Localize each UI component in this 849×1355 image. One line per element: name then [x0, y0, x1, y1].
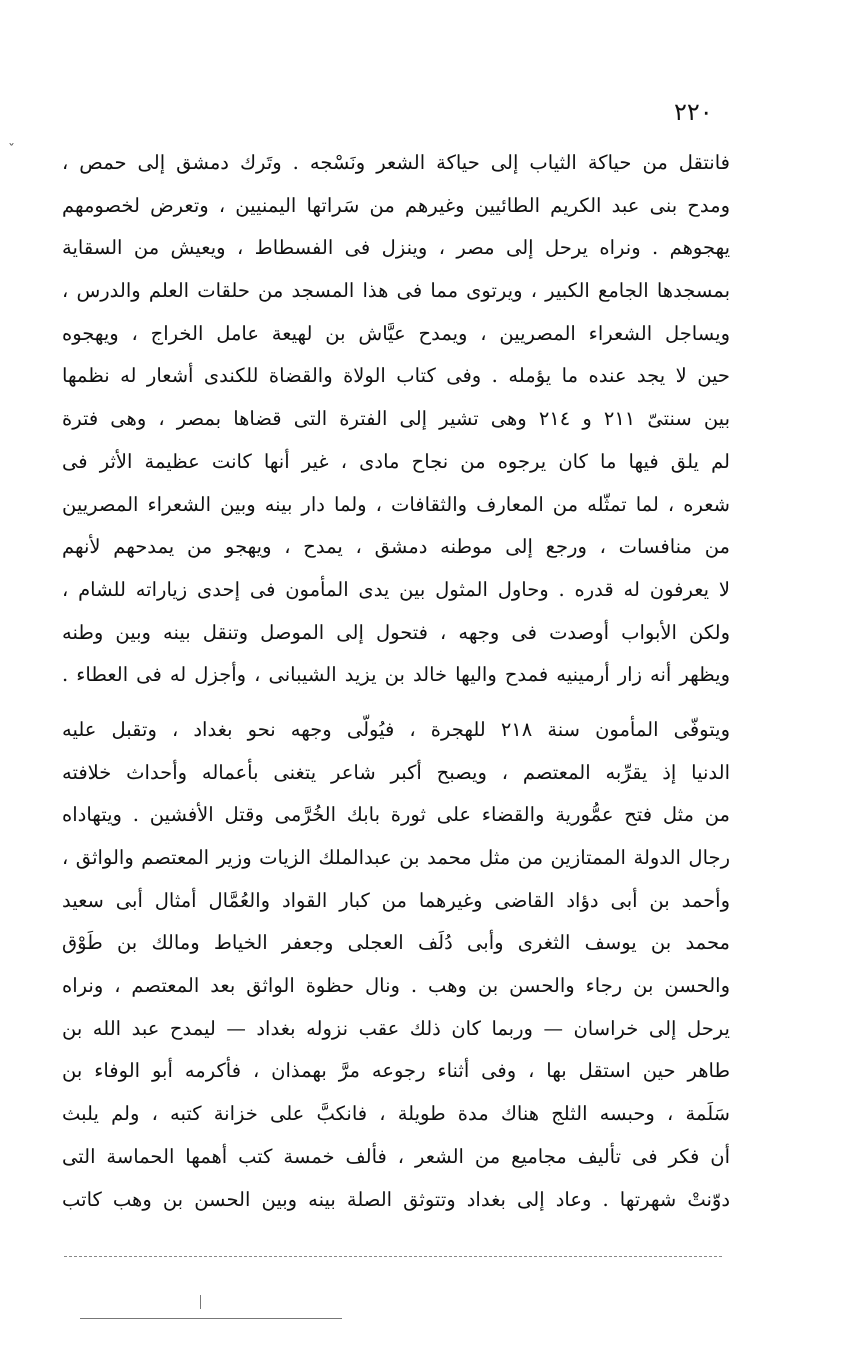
- paragraph-1: [62, 142, 730, 697]
- text-line: من مثل فتح عمُّورية والقضاء على ثورة بابك الخُرَّمى وقتل الأفشين . ويتهاداه: [62, 803, 730, 827]
- text-line: بمسجدها الجامع الكبير ، ويرتوى مما فى هذا المسجد من حلقات العلم والدرس ،: [62, 279, 730, 303]
- text-line: وأحمد بن أبى دؤاد القاضى وغيرهما من كبار القواد والعُمَّال أمثال أبى سعيد: [62, 888, 730, 912]
- text-line: دوّنتْ شهرتها . وعاد إلى بغداد وتتوثق الصلة بينه وبين الحسن بن وهب كاتب: [62, 1187, 730, 1211]
- text-line: الدنيا إذ يقرِّبه المعتصم ، ويصبح أكبر شاعر يتغنى بأعماله وأحداث خلافته: [62, 760, 730, 784]
- paragraph-2: [62, 709, 730, 1221]
- text-line: فانتقل من حياكة الثياب إلى حياكة الشعر ونَسْجه . وتَرك دمشق إلى حمص ،: [62, 151, 730, 174]
- text-line: لا يعرفون له قدره . وحاول المثول بين يدى المأمون فى إحدى زياراته للشام ،: [62, 577, 730, 601]
- text-line: من منافسات ، ورجع إلى موطنه دمشق ، يمدح ، ويهجو من يمدحهم لأنهم: [62, 535, 730, 559]
- text-line: ويتوفّى المأمون سنة ٢١٨ للهجرة ، فيُولّى وجهه نحو بغداد ، وتقبل عليه: [62, 717, 730, 741]
- text-line: يهجوهم . ونراه يرحل إلى مصر ، وينزل فى الفسطاط ، ويعيش من السقاية: [62, 236, 730, 260]
- text-line: حين لا يجد عنده ما يؤمله . وفى كتاب الولاة والقضاة للكندى أشعار له نظمها: [62, 364, 730, 388]
- text-line: ولكن الأبواب أوصدت فى وجهه ، فتحول إلى الموصل وتنقل بينه وبين وطنه: [62, 620, 730, 644]
- footnote-rule: [80, 1318, 342, 1319]
- text-line: بين سنتىّ ٢١١ و ٢١٤ وهى تشير إلى الفترة التى قضاها بمصر ، وهى فترة: [62, 407, 730, 431]
- footer-tick: [200, 1295, 201, 1309]
- text-line: شعره ، لما تمثّله من المعارف والثقافات ، ولما دار بينه وبين الشعراء المصريين: [62, 492, 730, 516]
- text-line: ويظهر أنه زار أرمينيه فمدح واليها خالد بن يزيد الشيبانى ، وأجزل له فى العطاء .: [62, 663, 730, 687]
- margin-mark: ˇ: [8, 142, 15, 158]
- text-line: ويساجل الشعراء المصريين ، ويمدح عيَّاش بن لهيعة عامل الخراج ، ويهجوه: [62, 321, 730, 345]
- text-line: رجال الدولة الممتازين من مثل محمد بن عبدالملك الزيات وزير المعتصم والواثق ،: [62, 846, 730, 869]
- text-line: يرحل إلى خراسان — وربما كان ذلك عقب نزوله بغداد — ليمدح عبد الله بن: [62, 1016, 730, 1040]
- text-line: ومدح بنى عبد الكريم الطائيين وغيرهم من سَراتها اليمنيين ، وتعرض لخصومهم: [62, 193, 730, 217]
- page-number: ٢٢٠: [674, 98, 713, 126]
- text-line: طاهر حين استقل بها ، وفى أثناء رجوعه مرَّ بهمذان ، فأكرمه أبو الوفاء بن: [62, 1059, 730, 1083]
- text-line: محمد بن يوسف الثغرى وأبى دُلَف العجلى وجعفر الخياط ومالك بن طَوْق: [62, 931, 730, 955]
- text-line: والحسن بن رجاء والحسن بن وهب . ونال حظوة الواثق بعد المعتصم ، ونراه: [62, 974, 730, 998]
- text-line: لم يلق فيها ما كان يرجوه من نجاح مادى ، غير أنها كانت عظيمة الأثر فى: [62, 449, 730, 473]
- body-text: [62, 142, 730, 1221]
- text-line: سَلَمة ، وحبسه الثلج هناك مدة طويلة ، فانكبَّ على خزانة كتبه ، ولم يلبث: [62, 1102, 730, 1126]
- footer-rule: [64, 1256, 722, 1257]
- text-line: أن فكر فى تأليف مجاميع من الشعر ، فألف خمسة كتب أهمها الحماسة التى: [62, 1144, 730, 1168]
